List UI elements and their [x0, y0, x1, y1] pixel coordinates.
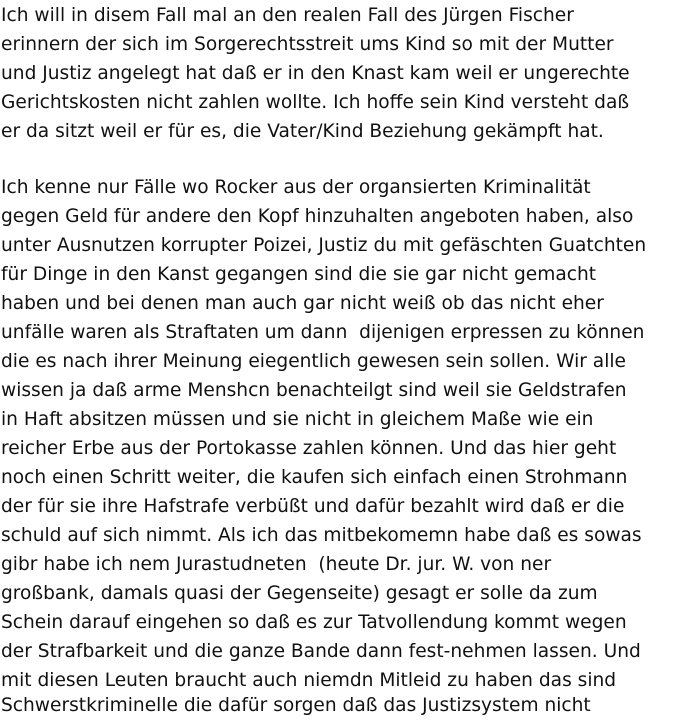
text-line: gegen Geld für andere den Kopf hinzuhalten angeboten haben, also	[1, 206, 634, 227]
text-line: unfälle waren als Straftaten um dann dijenigen erpressen zu können	[1, 322, 645, 343]
text-line: gibr habe ich nem Jurastudneten (heute Dr. jur. W. von ner	[1, 554, 552, 575]
text-line: die es nach ihrer Meinung eiegentlich gewesen sein sollen. Wir alle	[1, 351, 626, 372]
text-line: mit diesen Leuten braucht auch niemdn Mitleid zu haben das sind	[1, 670, 617, 691]
text-line: schuld auf sich nimmt. Als ich das mitbekomemn habe daß es sowas	[1, 525, 642, 546]
text-line: haben und bei denen man auch gar nicht weiß ob das nicht eher	[1, 293, 604, 314]
text-line: Ich kenne nur Fälle wo Rocker aus der organsierten Kriminalität	[1, 177, 591, 198]
text-line: noch einen Schritt weiter, die kaufen sich einfach einen Strohmann	[1, 467, 628, 488]
text-line: großbank, damals quasi der Gegenseite) gesagt er solle da zum	[1, 583, 598, 604]
text-line: Schein darauf eingehen so daß es zur Tatvollendung kommt wegen	[1, 612, 627, 633]
text-line: unter Ausnutzen korrupter Poizei, Justiz du mit gefäschten Guatchten	[1, 235, 647, 256]
text-line: der für sie ihre Hafstrafe verbüßt und dafür bezahlt wird daß er die	[1, 496, 625, 517]
text-line: reicher Erbe aus der Portokasse zahlen können. Und das hier geht	[1, 438, 617, 459]
text-line: wissen ja daß arme Menshcn benachteilgt sind weil sie Geldstrafen	[1, 380, 627, 401]
text-line: erinnern der sich im Sorgerechtsstreit ums Kind so mit der Mutter	[1, 34, 614, 55]
text-line: Ich will in disem Fall mal an den realen Fall des Jürgen Fischer	[1, 5, 574, 26]
text-line: Schwerstkriminelle die dafür sorgen daß das Justizsystem nicht	[1, 695, 591, 716]
text-line: in Haft absitzen müssen und sie nicht in gleichem Maße wie ein	[1, 409, 594, 430]
text-line: er da sitzt weil er für es, die Vater/Kind Beziehung gekämpft hat.	[1, 121, 604, 142]
text-line: für Dinge in den Kanst gegangen sind die sie gar nicht gemacht	[1, 264, 597, 285]
text-line: der Strafbarkeit und die ganze Bande dann fest-nehmen lassen. Und	[1, 641, 641, 662]
text-line: Gerichtskosten nicht zahlen wollte. Ich hoffe sein Kind versteht daß	[1, 92, 630, 113]
text-line: und Justiz angelegt hat daß er in den Knast kam weil er ungerechte	[1, 63, 630, 84]
